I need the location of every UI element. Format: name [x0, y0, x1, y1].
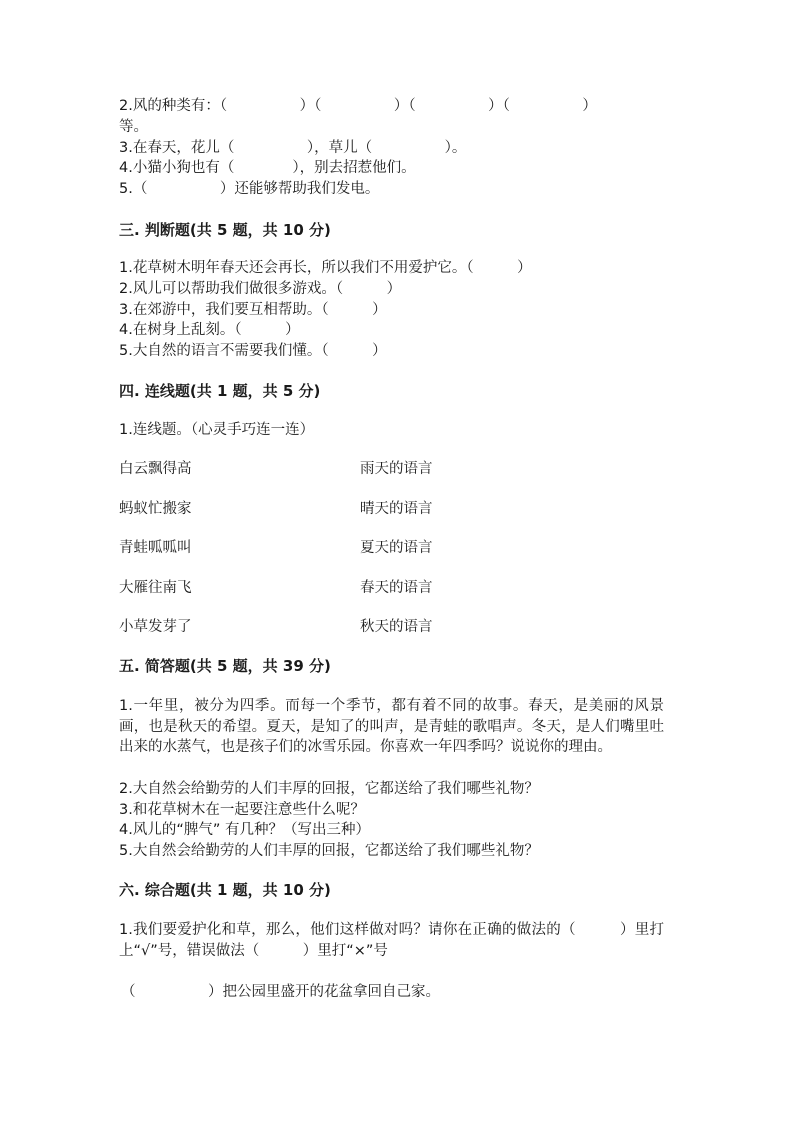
short-answer-question-4: 4.风儿的“脾气” 有几种？（写出三种）: [119, 822, 370, 838]
matching-right-item: 夏天的语言: [360, 540, 433, 556]
comprehensive-question-1: 1.我们要爱护化和草，那么，他们这样做对吗？请你在正确的做法的（ ）里打上“√”号，错误做法（ ）里打“×”号: [119, 922, 664, 959]
matching-right-item: 秋天的语言: [360, 619, 433, 635]
fill-blank-question-4: 4.小猫小狗也有（ ），别去招惹他们。: [119, 160, 416, 176]
true-false-question-4: 4.在树身上乱刻。（ ）: [119, 322, 300, 338]
matching-right-item: 春天的语言: [360, 580, 433, 596]
matching-right-item: 雨天的语言: [360, 461, 433, 477]
true-false-question-3: 3.在郊游中，我们要互相帮助。（ ）: [119, 302, 387, 318]
true-false-question-2: 2.风儿可以帮助我们做很多游戏。（ ）: [119, 281, 402, 297]
section-5-heading: 五. 简答题(共 5 题，共 39 分): [119, 657, 331, 675]
section-3-heading: 三. 判断题(共 5 题，共 10 分): [119, 221, 331, 239]
matching-question-1: 1.连线题。（心灵手巧连一连）: [119, 422, 315, 438]
matching-left-item: 白云飘得高: [119, 461, 192, 477]
matching-left-item: 大雁往南飞: [119, 580, 192, 596]
short-answer-question-2: 2.大自然会给勤劳的人们丰厚的回报，它都送给了我们哪些礼物？: [119, 781, 539, 797]
fill-blank-question-2-continued: 等。: [119, 119, 148, 135]
fill-blank-question-5: 5.（ ）还能够帮助我们发电。: [119, 181, 380, 197]
true-false-question-5: 5.大自然的语言不需要我们懂。（ ）: [119, 343, 387, 359]
short-answer-question-3: 3.和花草树木在一起要注意些什么呢？: [119, 802, 365, 818]
matching-left-item: 小草发芽了: [119, 619, 192, 635]
section-6-heading: 六. 综合题(共 1 题，共 10 分): [119, 881, 331, 899]
fill-blank-question-2: 2.风的种类有：（ ）（ ）（ ）（ ）: [119, 98, 597, 114]
matching-left-item: 青蛙呱呱叫: [119, 540, 192, 556]
fill-blank-question-3: 3.在春天，花儿（ ），草儿（ ）。: [119, 140, 467, 156]
comprehensive-sub-item: （ ）把公园里盛开的花盆拿回自己家。: [121, 984, 440, 1000]
section-4-heading: 四. 连线题(共 1 题，共 5 分): [119, 382, 321, 400]
matching-left-item: 蚂蚁忙搬家: [119, 501, 192, 517]
matching-right-item: 晴天的语言: [360, 501, 433, 517]
short-answer-question-1: 1.一年里，被分为四季。而每一个季节，都有着不同的故事。春天，是美丽的风景画，也是秋天的希望。夏天，是知了的叫声，是青蛙的歌唱声。冬天，是人们嘴里吐出来的水蒸气，也是孩子们的冰雪乐园。你喜欢一年四季吗？说说你的理由。: [119, 698, 664, 755]
short-answer-question-5: 5.大自然会给勤劳的人们丰厚的回报，它都送给了我们哪些礼物？: [119, 843, 539, 859]
true-false-question-1: 1.花草树木明年春天还会再长，所以我们不用爱护它。（ ）: [119, 260, 532, 276]
